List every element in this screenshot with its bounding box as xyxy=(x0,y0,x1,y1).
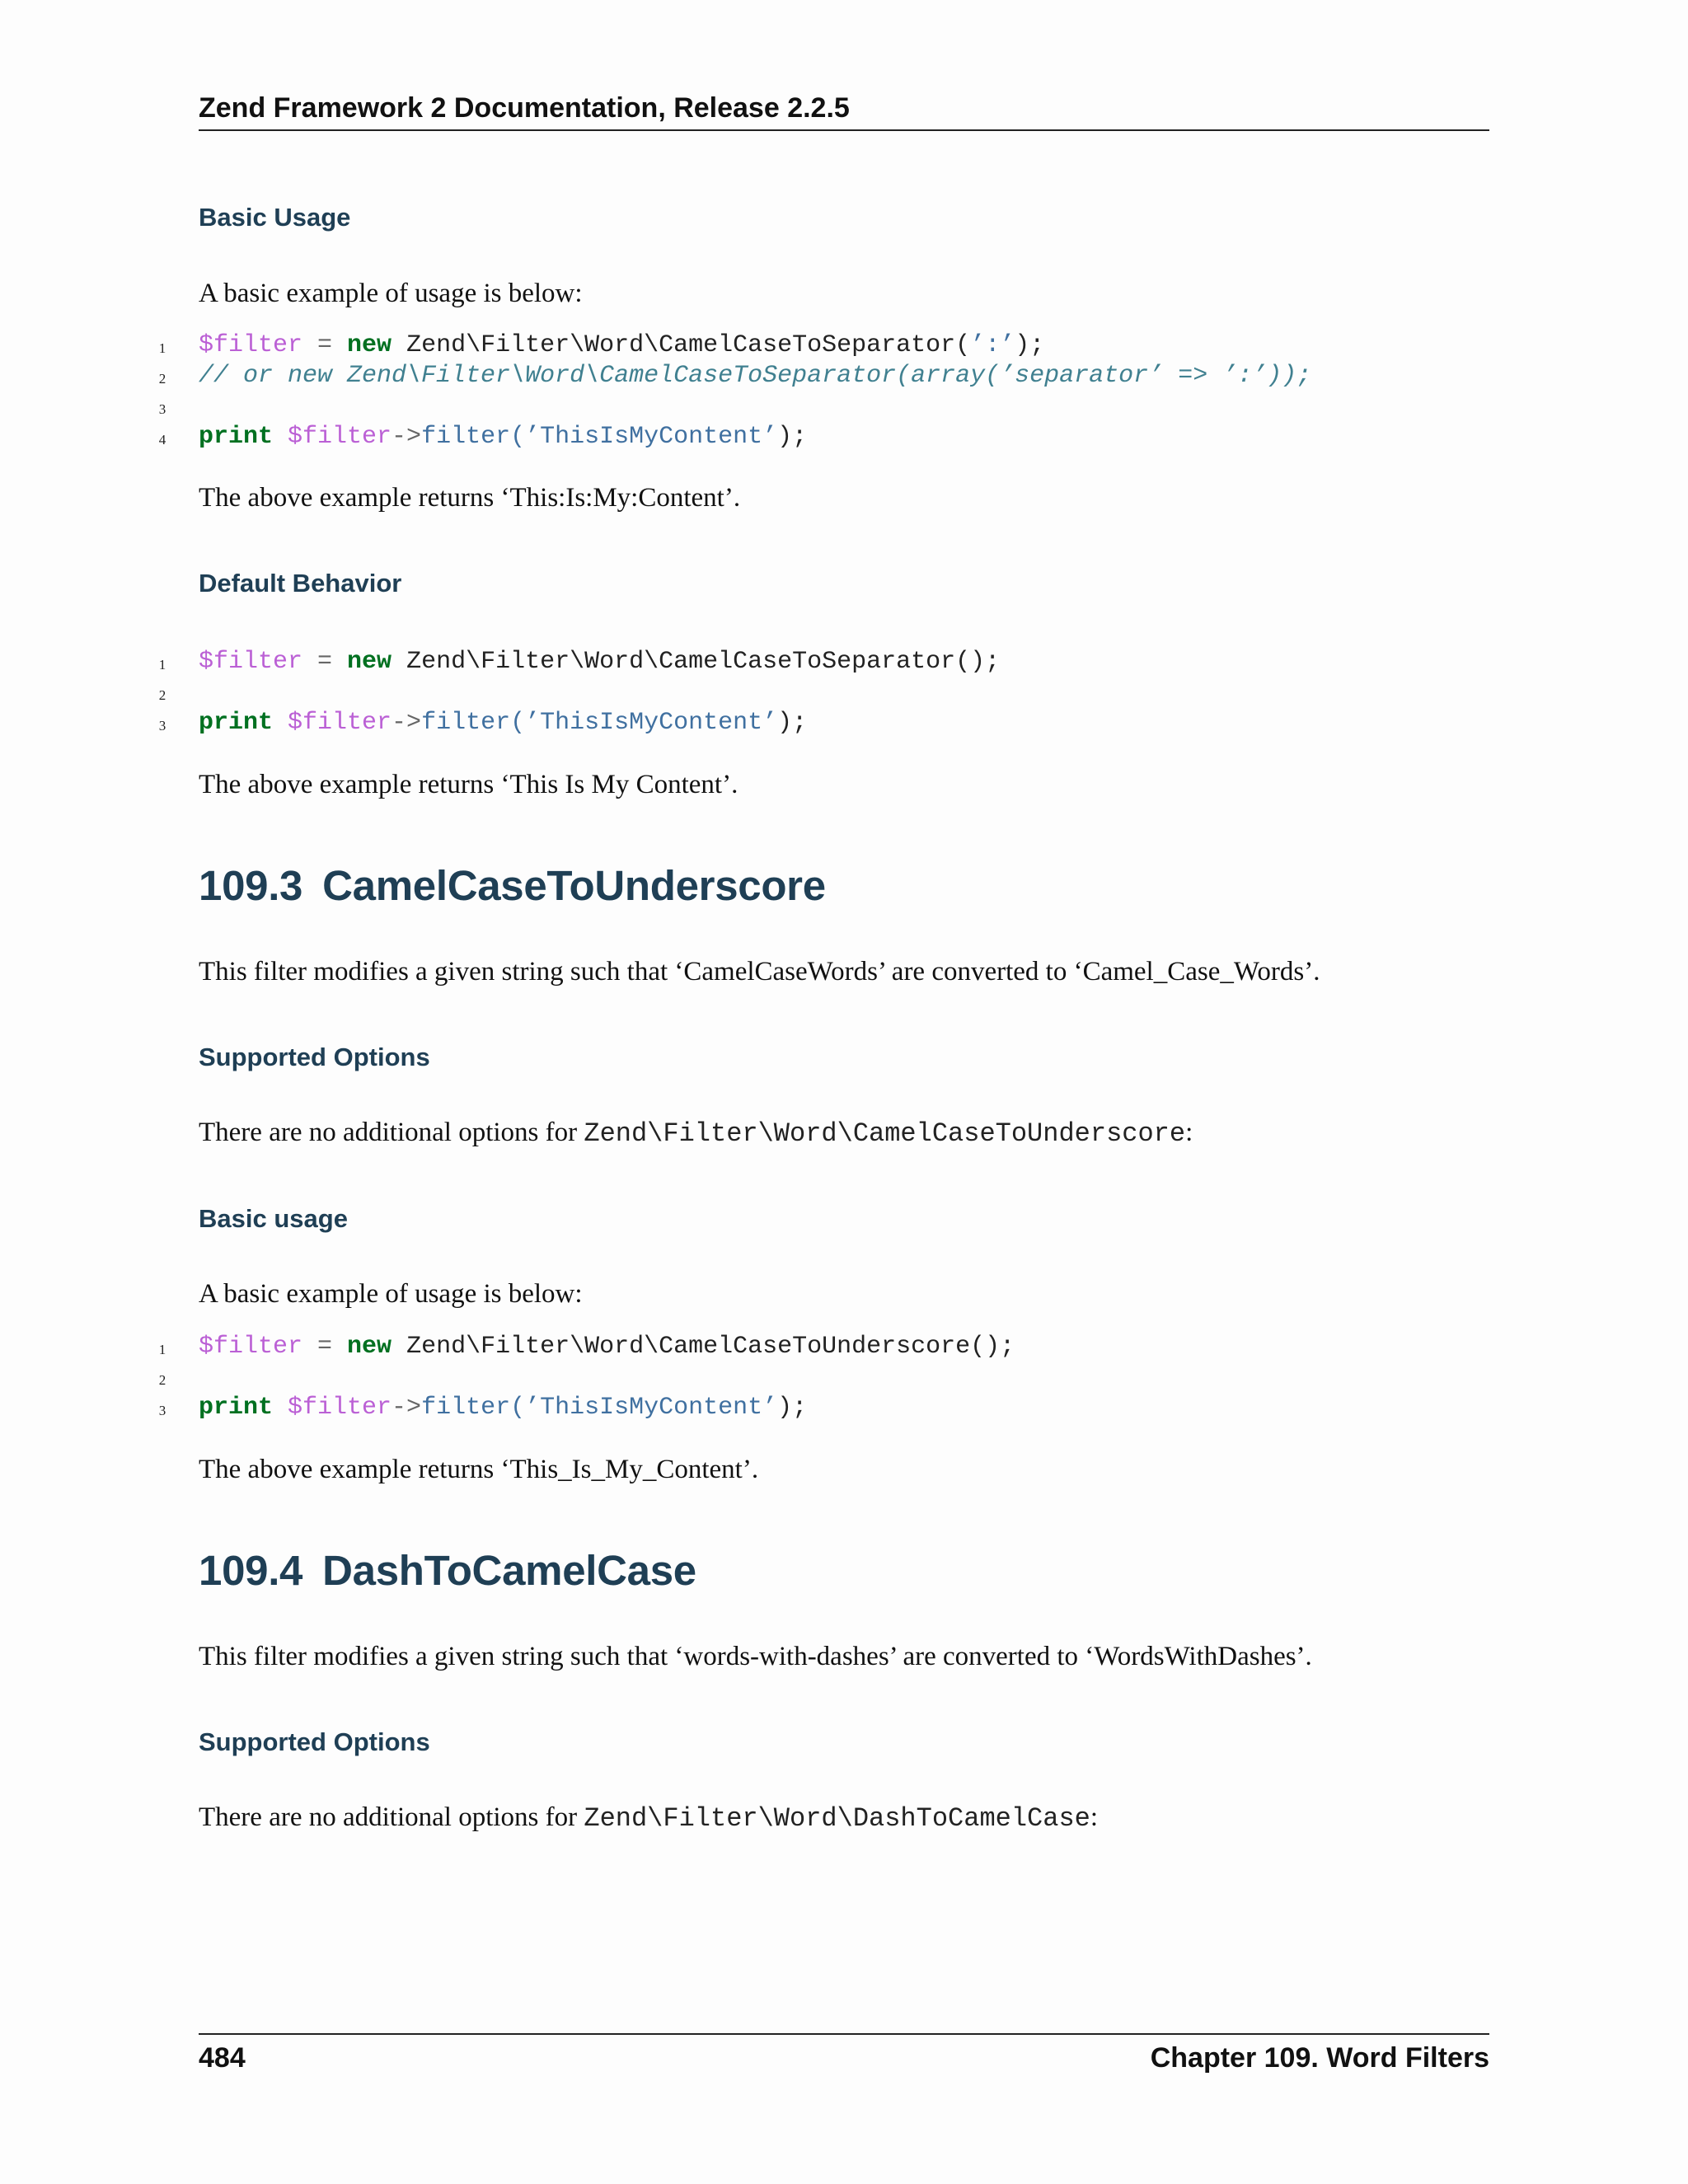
paragraph-text: : xyxy=(1090,1802,1099,1832)
code-token: $filter xyxy=(199,1333,303,1361)
code-token: ’ThisIsMyContent’ xyxy=(525,1394,778,1422)
code-line xyxy=(199,423,807,451)
code-token: Zend\Filter\Word\CamelCaseToSeparator( xyxy=(392,331,971,359)
code-token: $filter xyxy=(273,423,392,451)
chapter-title: Chapter 109. Word Filters xyxy=(1150,2042,1489,2074)
section-title: DashToCamelCase xyxy=(322,1547,696,1594)
code-token: filter( xyxy=(421,1394,526,1422)
code-token: ’:’ xyxy=(970,331,1015,359)
code-token: -> xyxy=(392,423,422,451)
code-token: ’ThisIsMyContent’ xyxy=(525,423,778,451)
code-token: print xyxy=(199,423,274,451)
section-number: 109.3 xyxy=(199,862,303,909)
paragraph: A basic example of usage is below: xyxy=(199,279,583,308)
subheading-supported-options: Supported Options xyxy=(199,1727,430,1756)
inline-code: Zend\Filter\Word\CamelCaseToUnderscore xyxy=(584,1118,1186,1149)
section-number: 109.4 xyxy=(199,1547,303,1594)
paragraph xyxy=(199,1802,1098,1834)
code-token: $filter xyxy=(199,331,303,359)
paragraph: The above example returns ‘This:Is:My:Content’. xyxy=(199,483,741,513)
paragraph-text: : xyxy=(1185,1118,1193,1147)
code-token: ’ThisIsMyContent’ xyxy=(525,709,778,737)
code-token: ); xyxy=(777,709,808,737)
paragraph-text: There are no additional options for xyxy=(199,1802,584,1832)
line-number: 3 xyxy=(158,1403,166,1418)
code-token: new xyxy=(347,1333,392,1361)
line-number: 2 xyxy=(158,1372,166,1388)
code-token: = xyxy=(302,1333,348,1361)
subheading-basic-usage: Basic usage xyxy=(199,1204,348,1233)
paragraph-text: There are no additional options for xyxy=(199,1118,584,1147)
code-token: -> xyxy=(392,1394,422,1422)
code-line xyxy=(199,1394,807,1422)
code-token: ); xyxy=(777,423,808,451)
code-token: print xyxy=(199,1394,274,1422)
section-heading-camelcase-to-underscore xyxy=(199,861,826,910)
paragraph xyxy=(199,1118,1193,1149)
code-line xyxy=(199,331,1044,359)
code-token: $filter xyxy=(273,709,392,737)
code-token: = xyxy=(302,331,348,359)
paragraph: The above example returns ‘This Is My Content’. xyxy=(199,770,738,799)
code-token: ); xyxy=(1015,331,1045,359)
code-line xyxy=(199,1333,1015,1361)
paragraph: A basic example of usage is below: xyxy=(199,1279,583,1309)
section-heading-dash-to-camelcase xyxy=(199,1546,696,1595)
code-token: filter( xyxy=(421,423,526,451)
paragraph: This filter modifies a given string such that ‘words-with-dashes’ are converted to ‘WordsWithDashes’. xyxy=(199,1642,1312,1671)
line-number: 1 xyxy=(158,340,166,356)
running-header: Zend Framework 2 Documentation, Release 2.2.5 xyxy=(199,92,850,124)
line-number: 1 xyxy=(158,1342,166,1357)
code-token: $filter xyxy=(199,648,303,676)
inline-code: Zend\Filter\Word\DashToCamelCase xyxy=(584,1803,1090,1834)
page-number: 484 xyxy=(199,2042,246,2074)
footer-rule xyxy=(199,2033,1489,2035)
code-token: ); xyxy=(777,1394,808,1422)
subheading-supported-options: Supported Options xyxy=(199,1043,430,1071)
code-token: new xyxy=(347,331,392,359)
code-comment: // or new Zend\Filter\Word\CamelCaseToSeparator(array(’separator’ => ’:’)); xyxy=(199,362,1312,390)
code-token: Zend\Filter\Word\CamelCaseToSeparator(); xyxy=(392,648,1001,676)
code-token: $filter xyxy=(273,1394,392,1422)
line-number: 2 xyxy=(158,371,166,387)
line-number: 2 xyxy=(158,687,166,703)
code-line xyxy=(199,362,1311,390)
subheading-default-behavior: Default Behavior xyxy=(199,569,402,598)
code-token: new xyxy=(347,648,392,676)
code-token: filter( xyxy=(421,709,526,737)
paragraph: This filter modifies a given string such that ‘CamelCaseWords’ are converted to ‘Camel_Case_Words’. xyxy=(199,957,1320,987)
line-number: 3 xyxy=(158,718,166,733)
paragraph: The above example returns ‘This_Is_My_Content’. xyxy=(199,1455,759,1484)
code-line xyxy=(199,648,1000,676)
line-number: 1 xyxy=(158,657,166,673)
code-line xyxy=(199,709,807,737)
code-token: Zend\Filter\Word\CamelCaseToUnderscore(); xyxy=(392,1333,1015,1361)
section-title: CamelCaseToUnderscore xyxy=(322,862,826,909)
line-number: 4 xyxy=(158,432,166,448)
code-token: print xyxy=(199,709,274,737)
line-number: 3 xyxy=(158,401,166,417)
header-rule xyxy=(199,129,1489,131)
subheading-basic-usage: Basic Usage xyxy=(199,203,351,232)
code-token: = xyxy=(302,648,348,676)
code-token: -> xyxy=(392,709,422,737)
